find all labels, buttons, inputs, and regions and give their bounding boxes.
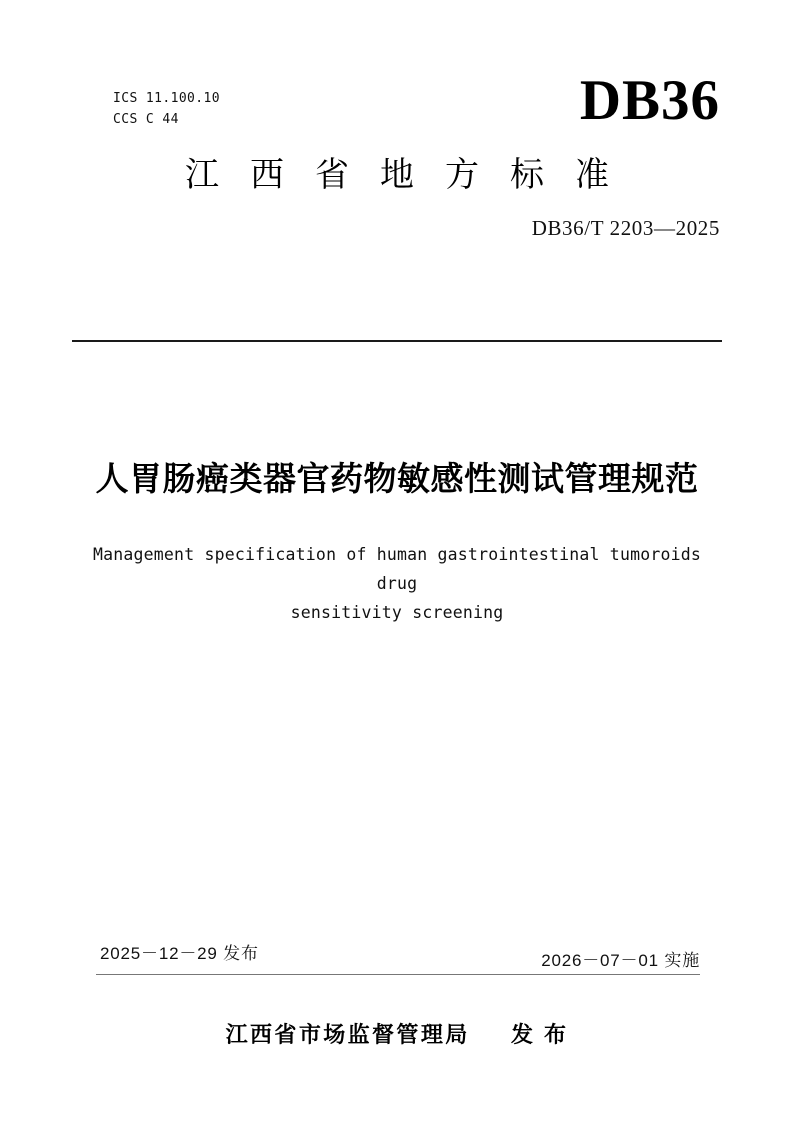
page-title: 人胃肠癌类器官药物敏感性测试管理规范 — [95, 460, 699, 497]
header-divider — [72, 340, 722, 342]
standard-number: DB36/T 2203—2025 — [531, 216, 720, 240]
ccs-code: CCS C 44 — [113, 112, 179, 127]
page-title-english-line2: sensitivity screening — [290, 603, 504, 622]
implementation-date: 2026－07－01 实施 — [541, 951, 700, 970]
publish-date: 2025－12－29 发布 — [100, 944, 259, 963]
classification-codes — [113, 88, 220, 130]
standard-organization-title: 江西省地方标准 — [185, 156, 640, 194]
issuing-authority: 江西省市场监督管理局 发 布 — [225, 1022, 569, 1047]
page-title-english — [72, 540, 722, 627]
footer-divider — [96, 974, 700, 975]
standard-mark: DB36 — [579, 69, 720, 132]
ics-code: ICS 11.100.10 — [113, 91, 220, 106]
page-title-english-line1: Management specification of human gastrointestinal tumoroids drug — [92, 545, 702, 593]
